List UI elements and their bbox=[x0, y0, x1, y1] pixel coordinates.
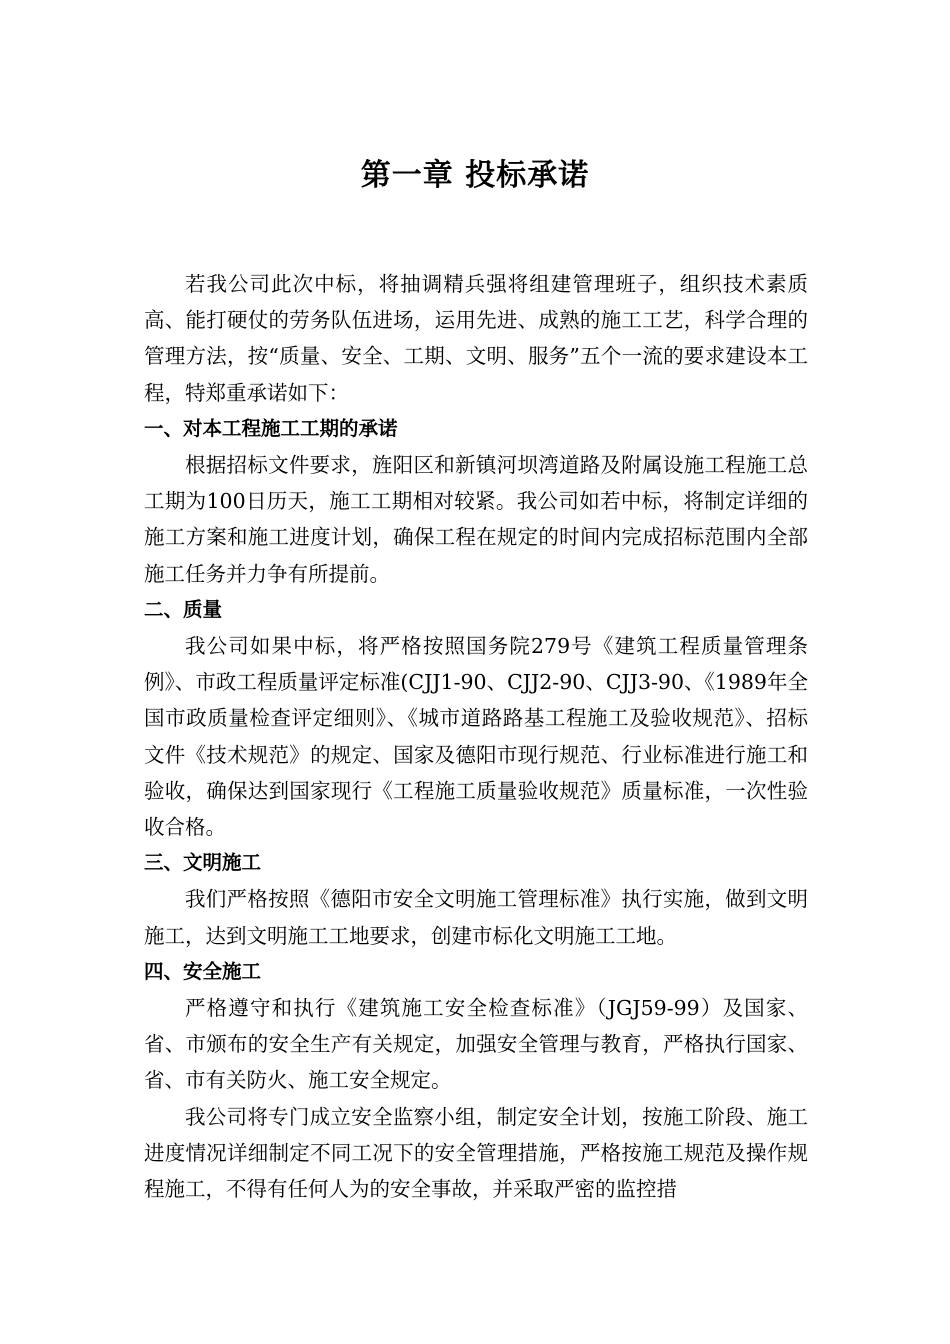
section-heading-safety: 四、安全施工 bbox=[144, 959, 262, 983]
chapter-title: 第一章 投标承诺 bbox=[360, 158, 590, 193]
section-heading-schedule: 一、对本工程施工工期的承诺 bbox=[144, 416, 398, 440]
document-body bbox=[144, 266, 808, 1207]
safety-paragraph-1: 严格遵守和执行《建筑施工安全检查标准》（JGJ59-99）及国家、省、市颁布的安全生产有关规定，加强安全管理与教育，严格执行国家、省、市有关防火、施工安全规定。 bbox=[144, 996, 808, 1093]
safety-paragraph-2: 我公司将专门成立安全监察小组，制定安全计划，按施工阶段、施工进度情况详细制定不同工况下的安全管理措施，严格按施工规范及操作规程施工，不得有任何人为的安全事故，并采取严密的监控措 bbox=[144, 1104, 808, 1202]
quality-paragraph: 我公司如果中标，将严格按照国务院279号《建筑工程质量管理条例》、市政工程质量评定标准(CJJ1-90、CJJ2-90、CJJ3-90、《1989年全国市政质量检查评定细则》、《城市道路路基工程施工及验收规范》、招标文件《技术规范》的规定、国家及德阳市现行规范、行业标准进行施工和验收，确保达到国家现行《工程施工质量验收规范》质量标准，一次性验收合格。 bbox=[144, 634, 808, 840]
section-heading-quality: 二、质量 bbox=[144, 597, 223, 621]
schedule-paragraph: 根据招标文件要求，旌阳区和新镇河坝湾道路及附属设施工程施工总工期为100日历天，施工工期相对较紧。我公司如若中标，将制定详细的施工方案和施工进度计划，确保工程在规定的时间内完成招标范围内全部施工任务并力争有所提前。 bbox=[144, 453, 808, 586]
section-heading-civilized-construction: 三、文明施工 bbox=[144, 851, 262, 875]
intro-paragraph: 若我公司此次中标，将抽调精兵强将组建管理班子，组织技术素质高、能打硬仗的劳务队伍进场，运用先进、成熟的施工工艺，科学合理的管理方法，按“质量、安全、工期、文明、服务”五个一流的要求建设本工程，特郑重承诺如下： bbox=[144, 272, 808, 405]
civilized-construction-paragraph: 我们严格按照《德阳市安全文明施工管理标准》执行实施，做到文明施工，达到文明施工工地要求，创建市标化文明施工工地。 bbox=[144, 887, 808, 948]
